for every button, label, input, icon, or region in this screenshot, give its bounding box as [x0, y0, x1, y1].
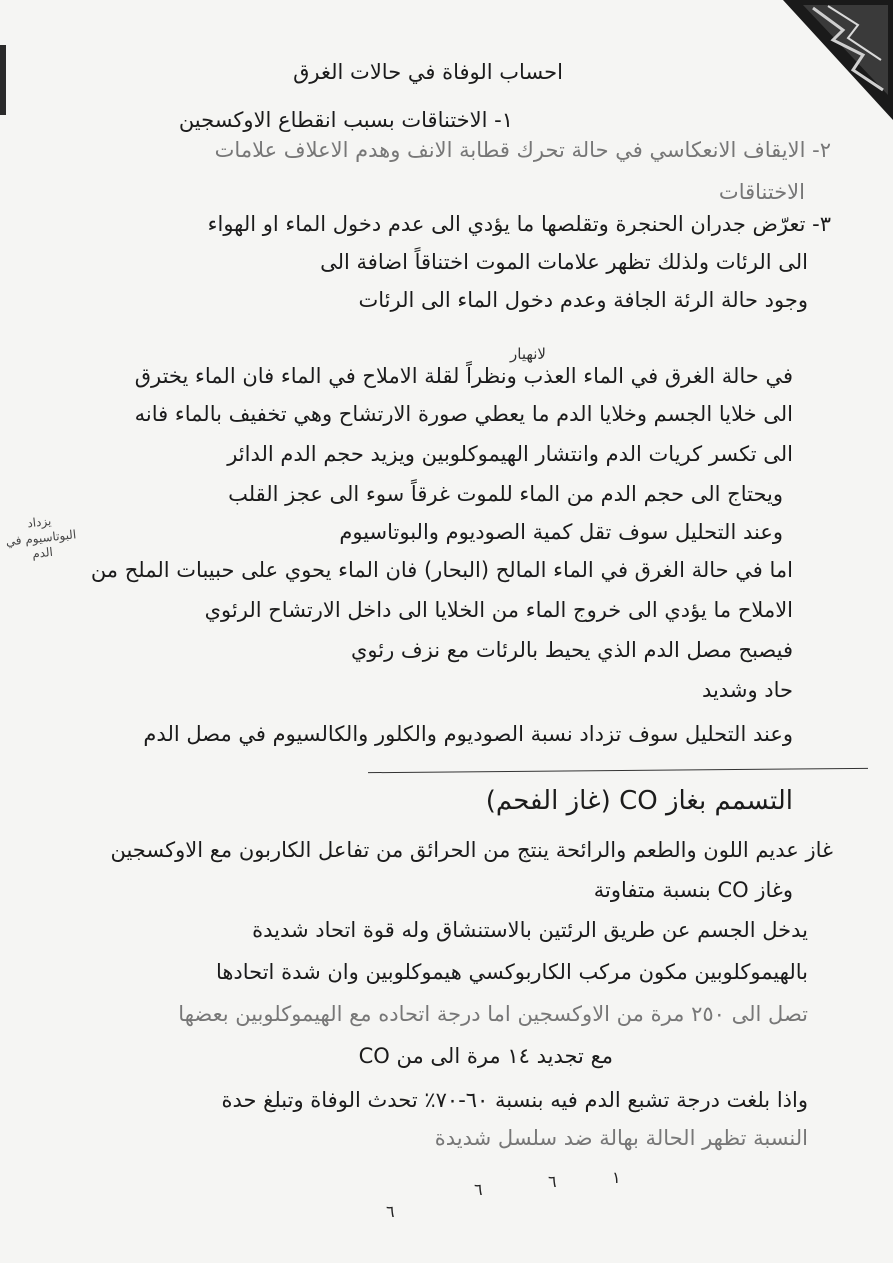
text-line: فيصبح مصل الدم الذي يحيط بالرئات مع نزف رئوي: [350, 638, 793, 662]
text-line: بالهيموكلوبين مكون مركب الكاربوكسي هيموكلوبين وان شدة اتحادها: [215, 960, 808, 984]
text-line: الاختناقات: [718, 180, 805, 204]
section-divider: [368, 768, 868, 773]
text-line: وعند التحليل سوف تقل كمية الصوديوم والبوتاسيوم: [339, 520, 783, 544]
text-line: الى الرئات ولذلك تظهر علامات الموت اختناقاً اضافة الى: [320, 250, 808, 274]
text-line: النسبة تظهر الحالة بهالة ضد سلسل شديدة: [434, 1126, 808, 1150]
text-line: ١- الاختناقات بسبب انقطاع الاوكسجين: [178, 108, 513, 132]
text-line: الى تكسر كريات الدم وانتشار الهيموكلوبين ويزيد حجم الدم الدائر: [227, 442, 793, 466]
text-line: في حالة الغرق في الماء العذب ونظراً لقلة الاملاح في الماء فان الماء يخترق: [134, 364, 793, 388]
margin-note: يزداد البوتاسيوم في الدم: [5, 513, 77, 562]
text-line: الاملاح ما يؤدي الى خروج الماء من الخلايا الى داخل الارتشاح الرئوي: [204, 598, 793, 622]
page-number: ٦: [474, 1180, 483, 1199]
text-line: ٢- الايقاف الانعكاسي في حالة تحرك قطابة الانف وهدم الاعلاف علامات: [214, 138, 831, 162]
page-number: ٦: [386, 1202, 395, 1221]
page-number: ٦: [548, 1172, 557, 1191]
text-line: الى خلايا الجسم وخلايا الدم ما يعطي صورة الارتشاح وهي تخفيف بالماء فانه: [134, 402, 793, 426]
text-line: حاد وشديد: [701, 678, 793, 702]
page-number: ١: [612, 1168, 621, 1187]
scan-edge-mark: [0, 45, 6, 115]
text-line: وعند التحليل سوف تزداد نسبة الصوديوم والكلور والكالسيوم في مصل الدم: [143, 722, 793, 746]
section-heading-drowning-causes: احساب الوفاة في حالات الغرق: [293, 60, 563, 84]
text-line: غاز عديم اللون والطعم والرائحة ينتج من الحرائق من تفاعل الكاربون مع الاوكسجين: [110, 838, 833, 862]
section-heading-co-poisoning: التسمم بغاز CO (غاز الفحم): [485, 786, 793, 816]
scan-corner-shadow: [783, 0, 893, 120]
text-line: يدخل الجسم عن طريق الرئتين بالاستنشاق وله قوة اتحاد شديدة: [252, 918, 808, 942]
text-line: وجود حالة الرئة الجافة وعدم دخول الماء الى الرئات: [358, 288, 808, 312]
text-line: تصل الى ٢٥٠ مرة من الاوكسجين اما درجة اتحاده مع الهيموكلوبين بعضها: [178, 1002, 808, 1026]
text-line: ويحتاج الى حجم الدم من الماء للموت غرقاً سوء الى عجز القلب: [228, 482, 783, 506]
inserted-word: لانهيار: [510, 345, 546, 363]
text-line: وغاز CO بنسبة متفاوتة: [593, 878, 793, 902]
text-line: اما في حالة الغرق في الماء المالح (البحار) فان الماء يحوي على حبيبات الملح من: [90, 558, 793, 582]
text-line: مع تجديد ١٤ مرة الى من CO: [358, 1044, 613, 1068]
text-line: ٣- تعرّض جدران الحنجرة وتقلصها ما يؤدي الى عدم دخول الماء او الهواء: [207, 212, 831, 236]
text-line: واذا بلغت درجة تشبع الدم فيه بنسبة ٦٠-٧٠٪ تحدث الوفاة وتبلغ حدة: [221, 1088, 808, 1112]
